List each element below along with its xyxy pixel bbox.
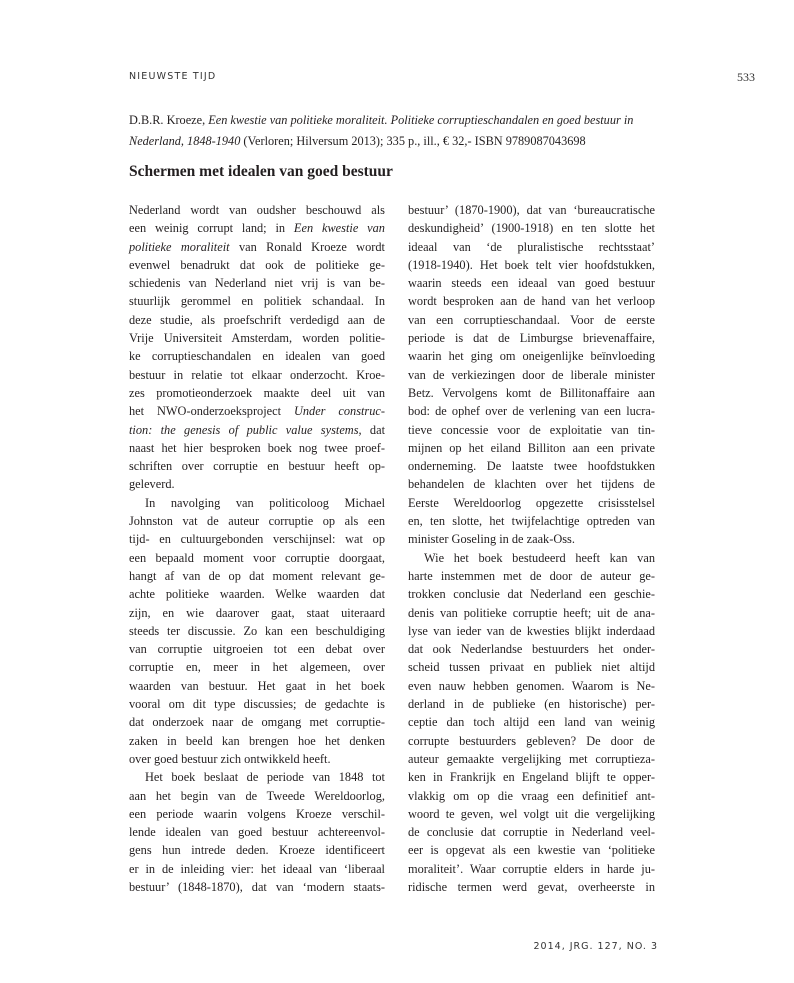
text-line bbox=[129, 768, 385, 786]
line-text: moraliteit’. Waar corruptie elders in harde ju- bbox=[408, 861, 655, 876]
line-text: de conclusie dat corruptie in Nederland veel- bbox=[408, 825, 655, 840]
line-text: Het boek beslaat de periode van 1848 tot bbox=[145, 770, 385, 785]
line-text: In navolging van politicoloog Michael bbox=[145, 495, 385, 510]
line-text: corrupte bestuurders gebleven? De door de bbox=[408, 733, 655, 748]
text-line bbox=[129, 732, 385, 750]
text-line bbox=[129, 512, 385, 530]
text-line bbox=[129, 292, 385, 310]
line-text: Eerste Wereldoorlog opgezette crisisstelsel bbox=[408, 495, 655, 510]
text-line bbox=[129, 695, 385, 713]
line-text: lyse van ieder van de kwesties blijkt inderdaad bbox=[408, 623, 655, 638]
text-line bbox=[129, 841, 385, 859]
line-text: woord te geven, wel volgt uit die vergelijking bbox=[408, 806, 655, 821]
italic-text: Een kwestie van bbox=[293, 221, 385, 236]
text-line bbox=[129, 805, 385, 823]
line-text: ke corruptieschandalen en idealen van goed bbox=[129, 349, 385, 364]
text-line bbox=[129, 238, 385, 256]
line-text: achte politieke waarden. Welke waarden dat bbox=[129, 587, 385, 602]
citation-author: D.B.R. Kroeze, bbox=[129, 113, 206, 127]
line-text: zes promotieonderzoek maakte deel uit van bbox=[129, 385, 385, 400]
text-line bbox=[408, 329, 655, 347]
text-line bbox=[129, 475, 385, 493]
line-text: ken in Frankrijk en Engeland blijft te opper- bbox=[408, 770, 655, 785]
text-line bbox=[129, 549, 385, 567]
line-text: aan het begin van de Tweede Wereldoorlog, bbox=[129, 788, 385, 803]
text-line bbox=[408, 860, 655, 878]
line-text: van een corruptieschandaal. Voor de eerste bbox=[408, 312, 655, 327]
text-line bbox=[129, 201, 385, 219]
text-line bbox=[408, 256, 655, 274]
line-text: denis van politieke corruptie heeft; uit de ana- bbox=[408, 605, 655, 620]
line-text: zijn, en wie daarover gaat, staat uiteraard bbox=[129, 605, 385, 620]
line-text: bestuur’ (1848-1870), dat van ‘modern staats- bbox=[129, 879, 385, 894]
line-text: dat ook Nederlandse bestuurders het onder- bbox=[408, 642, 655, 657]
text-line bbox=[408, 457, 655, 475]
line-text: deze studie, als proefschrift verdedigd aan de bbox=[129, 312, 385, 327]
line-text: vlakkig om op die vraag een definitief ant- bbox=[408, 788, 655, 803]
review-title: Schermen met idealen van goed bestuur bbox=[129, 163, 393, 180]
text-line bbox=[408, 640, 655, 658]
line-text: en, ten slotte, het twijfelachtige optreden van bbox=[408, 514, 655, 529]
text-line bbox=[408, 274, 655, 292]
line-text: mijnen op het eiland Billiton aan een private bbox=[408, 440, 655, 455]
line-text: van Ronald Kroeze wordt bbox=[229, 239, 385, 254]
line-text: schiedenis van Nederland niet vrij is van be- bbox=[129, 276, 385, 291]
text-line bbox=[408, 421, 655, 439]
text-line bbox=[408, 677, 655, 695]
text-line bbox=[408, 292, 655, 310]
line-text: dat onderzoek naar de omgang met corruptie- bbox=[129, 715, 385, 730]
text-line bbox=[129, 494, 385, 512]
line-text: over goed bestuur zich ontwikkeld heeft. bbox=[129, 751, 331, 766]
text-line bbox=[408, 238, 655, 256]
line-text: bestuur in relatie tot elkaar onderzocht. Kroe- bbox=[129, 367, 385, 382]
line-text: waarin het ging om oneigenlijke beïnvloeding bbox=[408, 349, 655, 364]
text-line bbox=[129, 329, 385, 347]
line-text: auteur gemaakte vergelijking met corruptieza- bbox=[408, 751, 655, 766]
line-text: steeds ter discussie. Zo kan een beschuldiging bbox=[129, 623, 385, 638]
line-text: er in de inleiding vier: het ideaal van ‘liberaal bbox=[129, 861, 385, 876]
text-line bbox=[408, 384, 655, 402]
line-text: geleverd. bbox=[129, 477, 175, 492]
text-line bbox=[408, 622, 655, 640]
text-line bbox=[408, 732, 655, 750]
line-text: het NWO-onderzoeksproject bbox=[129, 404, 294, 419]
line-text: Wie het boek bestudeerd heeft kan van bbox=[424, 550, 655, 565]
text-line bbox=[129, 274, 385, 292]
text-line bbox=[129, 604, 385, 622]
text-line bbox=[129, 677, 385, 695]
line-text: trokken conclusie dat Nederland een geschie- bbox=[408, 587, 655, 602]
line-text: zaken in beeld kan brengen hoe het denken bbox=[129, 733, 385, 748]
text-line bbox=[408, 823, 655, 841]
left-text-column bbox=[129, 201, 385, 896]
line-text: bestuur’ (1870-1900), dat van ‘bureaucratische bbox=[408, 203, 655, 217]
citation-details: (Verloren; Hilversum 2013); 335 p., ill., € 32,- ISBN 9789087043698 bbox=[240, 133, 586, 148]
line-text: ridische termen werd gevat, overheerste in bbox=[408, 879, 655, 894]
text-line bbox=[408, 512, 655, 530]
text-line bbox=[129, 384, 385, 402]
line-text: evenwel benadrukt dat ook de politieke ge- bbox=[129, 257, 385, 272]
line-text: harte instemmen met de door de auteur ge- bbox=[408, 568, 655, 583]
text-line bbox=[129, 567, 385, 585]
text-line bbox=[129, 311, 385, 329]
line-text: periode is dat de Limburgse brievenaffaire, bbox=[408, 331, 655, 346]
text-line bbox=[129, 787, 385, 805]
text-line bbox=[408, 494, 655, 512]
line-text: wordt besproken aan de hand van het verloop bbox=[408, 294, 655, 309]
text-line bbox=[129, 585, 385, 603]
line-text: hangt af van de op dat moment relevant ge- bbox=[129, 568, 385, 583]
line-text: onderneming. De laatste twee hoofdstukken bbox=[408, 459, 655, 474]
text-line bbox=[129, 439, 385, 457]
line-text: van de verkiezingen door de liberale minister bbox=[408, 367, 655, 382]
text-line bbox=[408, 219, 655, 237]
citation-title-part-2: Nederland, 1848-1940 bbox=[129, 133, 241, 148]
citation-title-part-1: Een kwestie van politieke moraliteit. Politieke corruptieschandalen en goed bestuur in bbox=[208, 113, 634, 127]
line-text: deskundigheid’ (1900-1918) en ten slotte het bbox=[408, 221, 655, 236]
text-line bbox=[408, 585, 655, 603]
text-line bbox=[408, 347, 655, 365]
line-text: een bepaald moment voor corruptie doorgaat, bbox=[129, 550, 385, 565]
line-text: een periode waarin volgens Kroeze verschil- bbox=[129, 806, 385, 821]
text-line bbox=[129, 457, 385, 475]
text-line bbox=[408, 311, 655, 329]
italic-text: politieke moraliteit bbox=[129, 239, 230, 254]
line-text: waarin steeds een ideaal van goed bestuur bbox=[408, 276, 655, 291]
line-text: ceptie dan toch altijd een land van weinig bbox=[408, 715, 655, 730]
line-text: bod: de ophef over de verlening van een lucra- bbox=[408, 404, 655, 419]
line-text: even nauw hebben genomen. Waarom is Ne- bbox=[408, 678, 655, 693]
text-line bbox=[129, 658, 385, 676]
line-text: lende idealen van goed bestuur achtereenvol- bbox=[129, 825, 385, 840]
right-text-column bbox=[408, 201, 655, 896]
text-line bbox=[408, 402, 655, 420]
line-text: schriften over corruptie en bestuur heeft op- bbox=[129, 459, 385, 474]
text-line bbox=[129, 622, 385, 640]
line-text: minister Goseling in de zaak-Oss. bbox=[408, 532, 575, 547]
line-text: dat bbox=[361, 422, 386, 437]
footer-issue-info: 2014, JRG. 127, NO. 3 bbox=[533, 941, 658, 952]
line-text: Vrije Universiteit Amsterdam, worden politie- bbox=[129, 331, 385, 346]
text-line bbox=[129, 347, 385, 365]
line-text: vooral om dit type discussies; de gedachte is bbox=[129, 697, 385, 712]
italic-text: tion: the genesis of public value systems, bbox=[129, 422, 362, 437]
text-line bbox=[408, 549, 655, 567]
text-line bbox=[408, 695, 655, 713]
text-line bbox=[129, 530, 385, 548]
text-line bbox=[408, 439, 655, 457]
text-line bbox=[408, 841, 655, 859]
text-line bbox=[129, 860, 385, 878]
text-line bbox=[129, 823, 385, 841]
text-line bbox=[129, 640, 385, 658]
line-text: Betz. Vervolgens komt de Billitonaffaire aan bbox=[408, 385, 655, 400]
text-line bbox=[408, 366, 655, 384]
line-text: gens hun intrede deden. Kroeze identificeert bbox=[129, 843, 385, 858]
text-line bbox=[408, 658, 655, 676]
line-text: ideaal van ‘de pluralistische rechtsstaat’ bbox=[408, 239, 655, 254]
line-text: naast het hier besproken boek nog twee proef- bbox=[129, 440, 385, 455]
italic-text: Under construc- bbox=[293, 404, 385, 419]
text-line bbox=[408, 768, 655, 786]
line-text: corruptie en, meer in het algemeen, over bbox=[129, 660, 385, 675]
text-line bbox=[408, 805, 655, 823]
line-text: waarden van bestuur. Het gaat in het boek bbox=[129, 678, 385, 693]
text-line bbox=[129, 421, 385, 439]
running-head-section: NIEUWSTE TIJD bbox=[129, 71, 217, 82]
text-line bbox=[129, 219, 385, 237]
text-line bbox=[408, 713, 655, 731]
line-text: derland in de publieke (en historische) per- bbox=[408, 697, 655, 712]
line-text: stuurlijk gerommel en politiek schandaal. In bbox=[129, 294, 385, 309]
text-line bbox=[129, 878, 385, 896]
text-line bbox=[129, 402, 385, 420]
book-citation bbox=[129, 110, 689, 151]
text-line bbox=[408, 878, 655, 896]
text-line bbox=[408, 475, 655, 493]
text-line bbox=[408, 201, 655, 219]
line-text: Nederland wordt van oudsher beschouwd als bbox=[129, 203, 385, 217]
text-line bbox=[408, 530, 655, 548]
text-line bbox=[408, 567, 655, 585]
line-text: Johnston vat de auteur corruptie op als een bbox=[129, 514, 385, 529]
text-line bbox=[408, 750, 655, 768]
text-line bbox=[129, 750, 385, 768]
text-line bbox=[129, 256, 385, 274]
text-line bbox=[129, 366, 385, 384]
line-text: (1918-1940). Het boek telt vier hoofdstukken, bbox=[408, 257, 655, 272]
line-text: tijd- en cultuurgebonden verschijnsel: wat op bbox=[129, 532, 385, 547]
text-line bbox=[408, 604, 655, 622]
text-line bbox=[129, 713, 385, 731]
line-text: een weinig corrupt land; in bbox=[129, 221, 294, 236]
line-text: behandelen de klachten over het tijdens de bbox=[408, 477, 655, 492]
page-number: 533 bbox=[737, 70, 755, 84]
text-line bbox=[408, 787, 655, 805]
line-text: van corruptie uitgroeien tot een debat over bbox=[129, 642, 385, 657]
line-text: eer is opgevat als een kwestie van ‘politieke bbox=[408, 843, 655, 858]
line-text: tieve concessie voor de exploitatie van tin- bbox=[408, 422, 655, 437]
line-text: scheid tussen privaat en publiek niet altijd bbox=[408, 660, 655, 675]
